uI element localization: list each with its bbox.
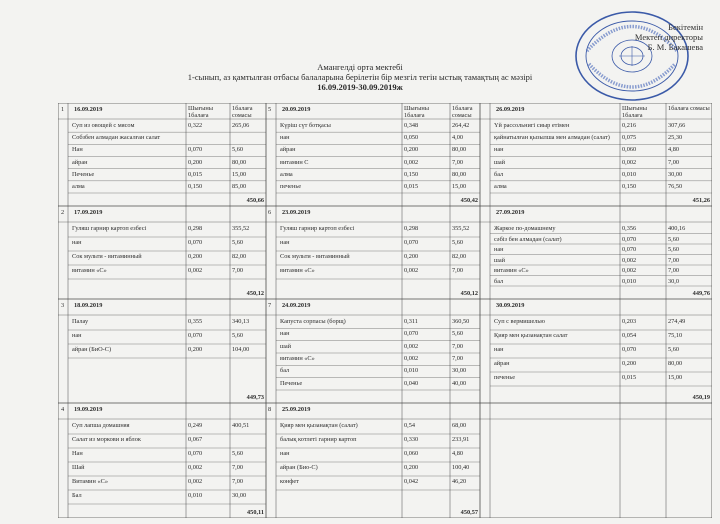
menu-item-name: бал: [494, 170, 504, 178]
menu-item-amount: 75,10: [668, 332, 683, 339]
menu-item-name: Палау: [72, 318, 89, 325]
menu-item-name: Капуста сорпасы (борщ): [280, 318, 346, 325]
menu-item-amount: 15,00: [452, 182, 467, 190]
menu-item-qty: 0,070: [622, 235, 637, 243]
menu-item-qty: 0,356: [622, 225, 637, 232]
approval-line-1: Бекітемін: [668, 22, 703, 32]
menu-table: [58, 103, 712, 518]
menu-item-qty: 0,200: [188, 346, 203, 353]
menu-item-amount: 30,00: [232, 492, 247, 499]
menu-item-qty: 0,322: [188, 122, 203, 129]
menu-item-amount: 360,50: [452, 318, 470, 325]
menu-item-qty: 0,015: [404, 182, 419, 190]
menu-item-qty: 0,200: [404, 253, 419, 260]
menu-item-amount: 85,00: [232, 182, 247, 190]
menu-item-name: Нан: [72, 450, 83, 457]
day-total: 450,19: [692, 394, 710, 401]
menu-item-qty: 0,298: [188, 225, 203, 232]
header-sum: 1балаға сомасы: [668, 105, 710, 112]
menu-item-name: Суп из овощей с мясом: [72, 122, 135, 129]
menu-item-amount: 5,60: [232, 332, 244, 339]
day-date: 27.09.2019: [496, 209, 525, 216]
menu-item-name: Печенье: [72, 170, 95, 178]
menu-item-qty: 0,040: [404, 379, 419, 387]
menu-item-qty: 0,070: [188, 450, 203, 457]
day-number: 7: [268, 302, 272, 309]
menu-item-amount: 307,66: [668, 122, 686, 129]
menu-item-name: Суп с вермишелью: [494, 318, 546, 325]
menu-item-name: Собзбен алмадан жасалған салат: [72, 134, 161, 142]
menu-item-qty: 0,200: [188, 158, 203, 166]
menu-item-amount: 4,00: [452, 134, 464, 142]
school-name: Амангелді орта мектебі: [317, 62, 403, 72]
menu-item-name: витамин «С»: [72, 267, 107, 274]
menu-item-amount: 25,30: [668, 134, 683, 142]
header-sum: 1балаға сомасы: [232, 105, 253, 119]
menu-item-name: алма: [280, 170, 293, 178]
menu-item-qty: 0,070: [188, 332, 203, 339]
menu-item-amount: 233,91: [452, 436, 470, 443]
menu-item-qty: 0,200: [188, 253, 203, 260]
menu-item-amount: 7,00: [668, 267, 680, 274]
day-total: 449,73: [246, 394, 264, 401]
menu-item-name: витамин «С»: [494, 267, 529, 274]
menu-item-name: нан: [280, 239, 290, 246]
menu-item-name: алма: [494, 182, 507, 190]
menu-item-name: шай: [494, 256, 506, 264]
menu-item-amount: 5,60: [668, 235, 680, 243]
menu-item-name: айран: [280, 146, 296, 154]
menu-item-name: бал: [494, 277, 504, 285]
menu-item-name: нан: [494, 146, 504, 154]
menu-item-name: Печенье: [280, 379, 303, 387]
day-date: 20.09.2019: [282, 106, 311, 113]
day-total: 449,76: [692, 290, 710, 297]
menu-item-qty: 0,002: [188, 464, 203, 471]
document-title: [0, 62, 720, 92]
menu-item-name: Қияр мен қызанақтан салат: [494, 332, 568, 339]
menu-item-qty: 0,070: [188, 239, 203, 246]
header-grams: Шығыны 1балаға: [622, 105, 647, 119]
day-total: 450,66: [246, 197, 264, 204]
menu-item-qty: 0,060: [404, 450, 419, 457]
menu-item-amount: 265,06: [232, 122, 250, 129]
row-number: 3: [61, 302, 65, 309]
menu-item-amount: 264,42: [452, 122, 470, 129]
menu-item-amount: 355,52: [452, 225, 470, 232]
day-number: 5: [268, 106, 272, 113]
menu-item-name: сәбіз бен алмадан (салат): [494, 235, 562, 243]
menu-item-qty: 0,200: [622, 360, 637, 367]
menu-item-amount: 15,00: [668, 374, 683, 381]
menu-item-qty: 0,200: [404, 146, 419, 154]
menu-item-name: Суп лапша домашняя: [72, 422, 130, 429]
menu-item-qty: 0,150: [622, 182, 637, 190]
menu-item-amount: 82,00: [452, 253, 467, 260]
row-number: 2: [61, 209, 65, 216]
menu-item-amount: 82,00: [232, 253, 247, 260]
menu-item-qty: 0,216: [622, 122, 637, 129]
menu-item-qty: 0,010: [188, 492, 203, 499]
menu-item-name: Салат из моркови и яблок: [72, 436, 141, 443]
menu-item-name: печенье: [494, 374, 516, 381]
day-total: 450,42: [460, 197, 478, 204]
menu-item-name: печенье: [280, 182, 302, 190]
menu-item-amount: 5,60: [232, 146, 244, 154]
menu-item-qty: 0,010: [622, 277, 637, 285]
day-date: 26.09.2019: [496, 106, 525, 113]
approval-block: [585, 22, 703, 52]
menu-item-amount: 7,00: [668, 256, 680, 264]
menu-item-amount: 5,60: [668, 246, 680, 253]
menu-item-name: витамин «С»: [280, 355, 315, 362]
menu-item-name: қайнатылған қызылша мен алмадан (салат): [494, 134, 610, 142]
menu-item-amount: 80,00: [452, 170, 467, 178]
menu-item-name: витамин «С»: [280, 267, 315, 274]
day-date: 24.09.2019: [282, 302, 311, 309]
menu-item-amount: 5,60: [232, 450, 244, 457]
menu-item-amount: 7,00: [232, 267, 244, 274]
menu-item-qty: 0,002: [404, 355, 419, 362]
menu-item-amount: 80,00: [668, 360, 683, 367]
menu-item-name: Үй рассольнигі сиыр етімен: [494, 122, 570, 129]
menu-item-amount: 400,16: [668, 225, 686, 232]
menu-item-name: шай: [494, 158, 506, 166]
menu-item-name: айран: [72, 158, 88, 166]
day-total: 450,12: [246, 290, 264, 297]
menu-item-amount: 274,49: [668, 318, 686, 325]
menu-item-name: алма: [72, 182, 85, 190]
menu-item-qty: 0,002: [622, 267, 637, 274]
menu-item-amount: 7,00: [232, 464, 244, 471]
menu-item-qty: 0,002: [622, 158, 637, 166]
menu-item-name: Гуляш гарнир картоп езбесі: [72, 225, 147, 232]
menu-item-qty: 0,002: [404, 158, 419, 166]
header-grams: Шығыны 1балаға: [188, 105, 213, 119]
menu-item-qty: 0,070: [404, 330, 419, 338]
menu-item-name: конфет: [280, 478, 299, 485]
menu-item-qty: 0,042: [404, 478, 419, 485]
menu-item-qty: 0,010: [622, 170, 637, 178]
menu-item-name: нан: [72, 239, 82, 246]
menu-item-qty: 0,070: [404, 239, 419, 246]
menu-item-amount: 80,00: [232, 158, 247, 166]
menu-item-qty: 0,203: [622, 318, 637, 325]
menu-item-amount: 15,00: [232, 170, 247, 178]
menu-item-name: нан: [494, 246, 504, 253]
day-date: 23.09.2019: [282, 209, 311, 216]
day-number: 6: [268, 209, 272, 216]
menu-item-amount: 80,00: [452, 146, 467, 154]
menu-item-qty: 0,015: [622, 374, 637, 381]
menu-item-name: Сок мульти - витаминный: [72, 253, 142, 260]
menu-item-amount: 4,80: [452, 450, 464, 457]
menu-item-qty: 0,060: [622, 146, 637, 154]
approval-line-3: Б. М. Бакашева: [647, 42, 703, 52]
menu-item-amount: 7,00: [452, 355, 464, 362]
menu-item-name: Жаркое по-домашнему: [494, 225, 556, 232]
menu-item-amount: 30,00: [668, 170, 683, 178]
menu-item-qty: 0,067: [188, 436, 203, 443]
menu-item-amount: 7,00: [668, 158, 680, 166]
menu-item-name: айран (БиО-С): [72, 346, 112, 353]
menu-item-name: Нан: [72, 146, 83, 154]
menu-item-name: Күріш сүт ботқасы: [280, 122, 331, 129]
menu-item-qty: 0,298: [404, 225, 419, 232]
menu-item-qty: 0,150: [404, 170, 419, 178]
menu-item-name: витамин С: [280, 158, 309, 166]
menu-item-qty: 0,010: [404, 367, 419, 375]
menu-item-amount: 4,80: [668, 146, 680, 154]
menu-item-qty: 0,002: [404, 342, 419, 350]
menu-item-name: Гуляш гарнир картоп езбесі: [280, 225, 355, 232]
menu-item-amount: 5,60: [452, 239, 464, 246]
date-range: 16.09.2019-30.09.2019ж: [317, 82, 403, 92]
menu-item-name: Шай: [72, 464, 85, 471]
menu-item-name: айран: [494, 360, 510, 367]
menu-item-name: нан: [280, 330, 290, 338]
menu-item-qty: 0,002: [188, 478, 203, 485]
menu-item-name: Витамин «С»: [72, 478, 108, 485]
menu-item-name: Қияр мен қызанақтан (салат): [280, 422, 358, 429]
menu-item-qty: 0,054: [622, 332, 637, 339]
menu-item-amount: 46,20: [452, 478, 467, 485]
menu-item-qty: 0,015: [188, 170, 203, 178]
approval-line-2: Мектеп директоры: [634, 32, 703, 42]
menu-item-qty: 0,070: [622, 346, 637, 353]
menu-item-qty: 0,070: [622, 246, 637, 253]
day-total: 450,57: [460, 509, 478, 516]
menu-item-qty: 0,200: [404, 464, 419, 471]
menu-item-qty: 0,249: [188, 422, 203, 429]
day-total: 450,11: [247, 509, 264, 516]
menu-item-qty: 0,54: [404, 422, 416, 429]
menu-item-qty: 0,070: [188, 146, 203, 154]
header-sum: 1балаға сомасы: [452, 105, 473, 119]
menu-item-qty: 0,075: [622, 134, 637, 142]
day-date: 18.09.2019: [74, 302, 103, 309]
menu-item-name: айран (Био-С): [280, 464, 318, 471]
menu-item-qty: 0,002: [622, 256, 637, 264]
menu-item-qty: 0,002: [188, 267, 203, 274]
menu-item-amount: 30,00: [452, 367, 467, 375]
menu-item-amount: 100,40: [452, 464, 470, 471]
menu-item-name: Бал: [72, 492, 82, 499]
row-number: 4: [61, 406, 65, 413]
menu-item-name: нан: [494, 346, 504, 353]
menu-title: 1-сынып, аз қамтылған отбасы балаларына берілетін бір мезгіл тегін ыстық тамақтың ас мәзірі: [187, 72, 533, 82]
menu-item-amount: 104,00: [232, 346, 250, 353]
menu-item-name: нан: [280, 450, 290, 457]
menu-item-qty: 0,330: [404, 436, 419, 443]
menu-item-qty: 0,002: [404, 267, 419, 274]
menu-item-amount: 7,00: [452, 342, 464, 350]
menu-item-amount: 340,13: [232, 318, 250, 325]
day-number: 8: [268, 406, 272, 413]
row-number: 1: [61, 106, 65, 113]
menu-item-qty: 0,150: [188, 182, 203, 190]
menu-item-amount: 7,00: [232, 478, 244, 485]
menu-item-name: бал: [280, 367, 290, 375]
menu-item-amount: 7,00: [452, 267, 464, 274]
day-date: 17.09.2019: [74, 209, 103, 216]
menu-item-name: шай: [280, 342, 292, 350]
menu-item-amount: 30,0: [668, 277, 680, 285]
day-total: 450,12: [460, 290, 478, 297]
menu-item-amount: 68,00: [452, 422, 467, 429]
menu-item-name: нан: [280, 134, 290, 142]
menu-item-amount: 40,00: [452, 379, 467, 387]
menu-item-qty: 0,348: [404, 122, 419, 129]
day-date: 30.09.2019: [496, 302, 525, 309]
day-date: 16.09.2019: [74, 106, 103, 113]
menu-item-amount: 76,50: [668, 182, 683, 190]
menu-item-name: нан: [72, 332, 82, 339]
menu-item-qty: 0,311: [404, 318, 418, 325]
day-date: 19.09.2019: [74, 406, 103, 413]
menu-item-amount: 5,60: [232, 239, 244, 246]
menu-item-qty: 0,355: [188, 318, 203, 325]
menu-item-name: Сок мульти - витаминный: [280, 253, 350, 260]
menu-item-amount: 400,51: [232, 422, 250, 429]
header-grams: Шығыны 1балаға: [404, 105, 429, 119]
menu-item-amount: 7,00: [452, 158, 464, 166]
menu-item-name: балық котлеті гарнир картоп: [280, 436, 357, 443]
menu-item-amount: 5,60: [452, 330, 464, 338]
menu-item-qty: 0,050: [404, 134, 419, 142]
day-date: 25.09.2019: [282, 406, 311, 413]
menu-item-amount: 355,52: [232, 225, 250, 232]
menu-item-amount: 5,60: [668, 346, 680, 353]
day-total: 451,26: [692, 197, 710, 204]
